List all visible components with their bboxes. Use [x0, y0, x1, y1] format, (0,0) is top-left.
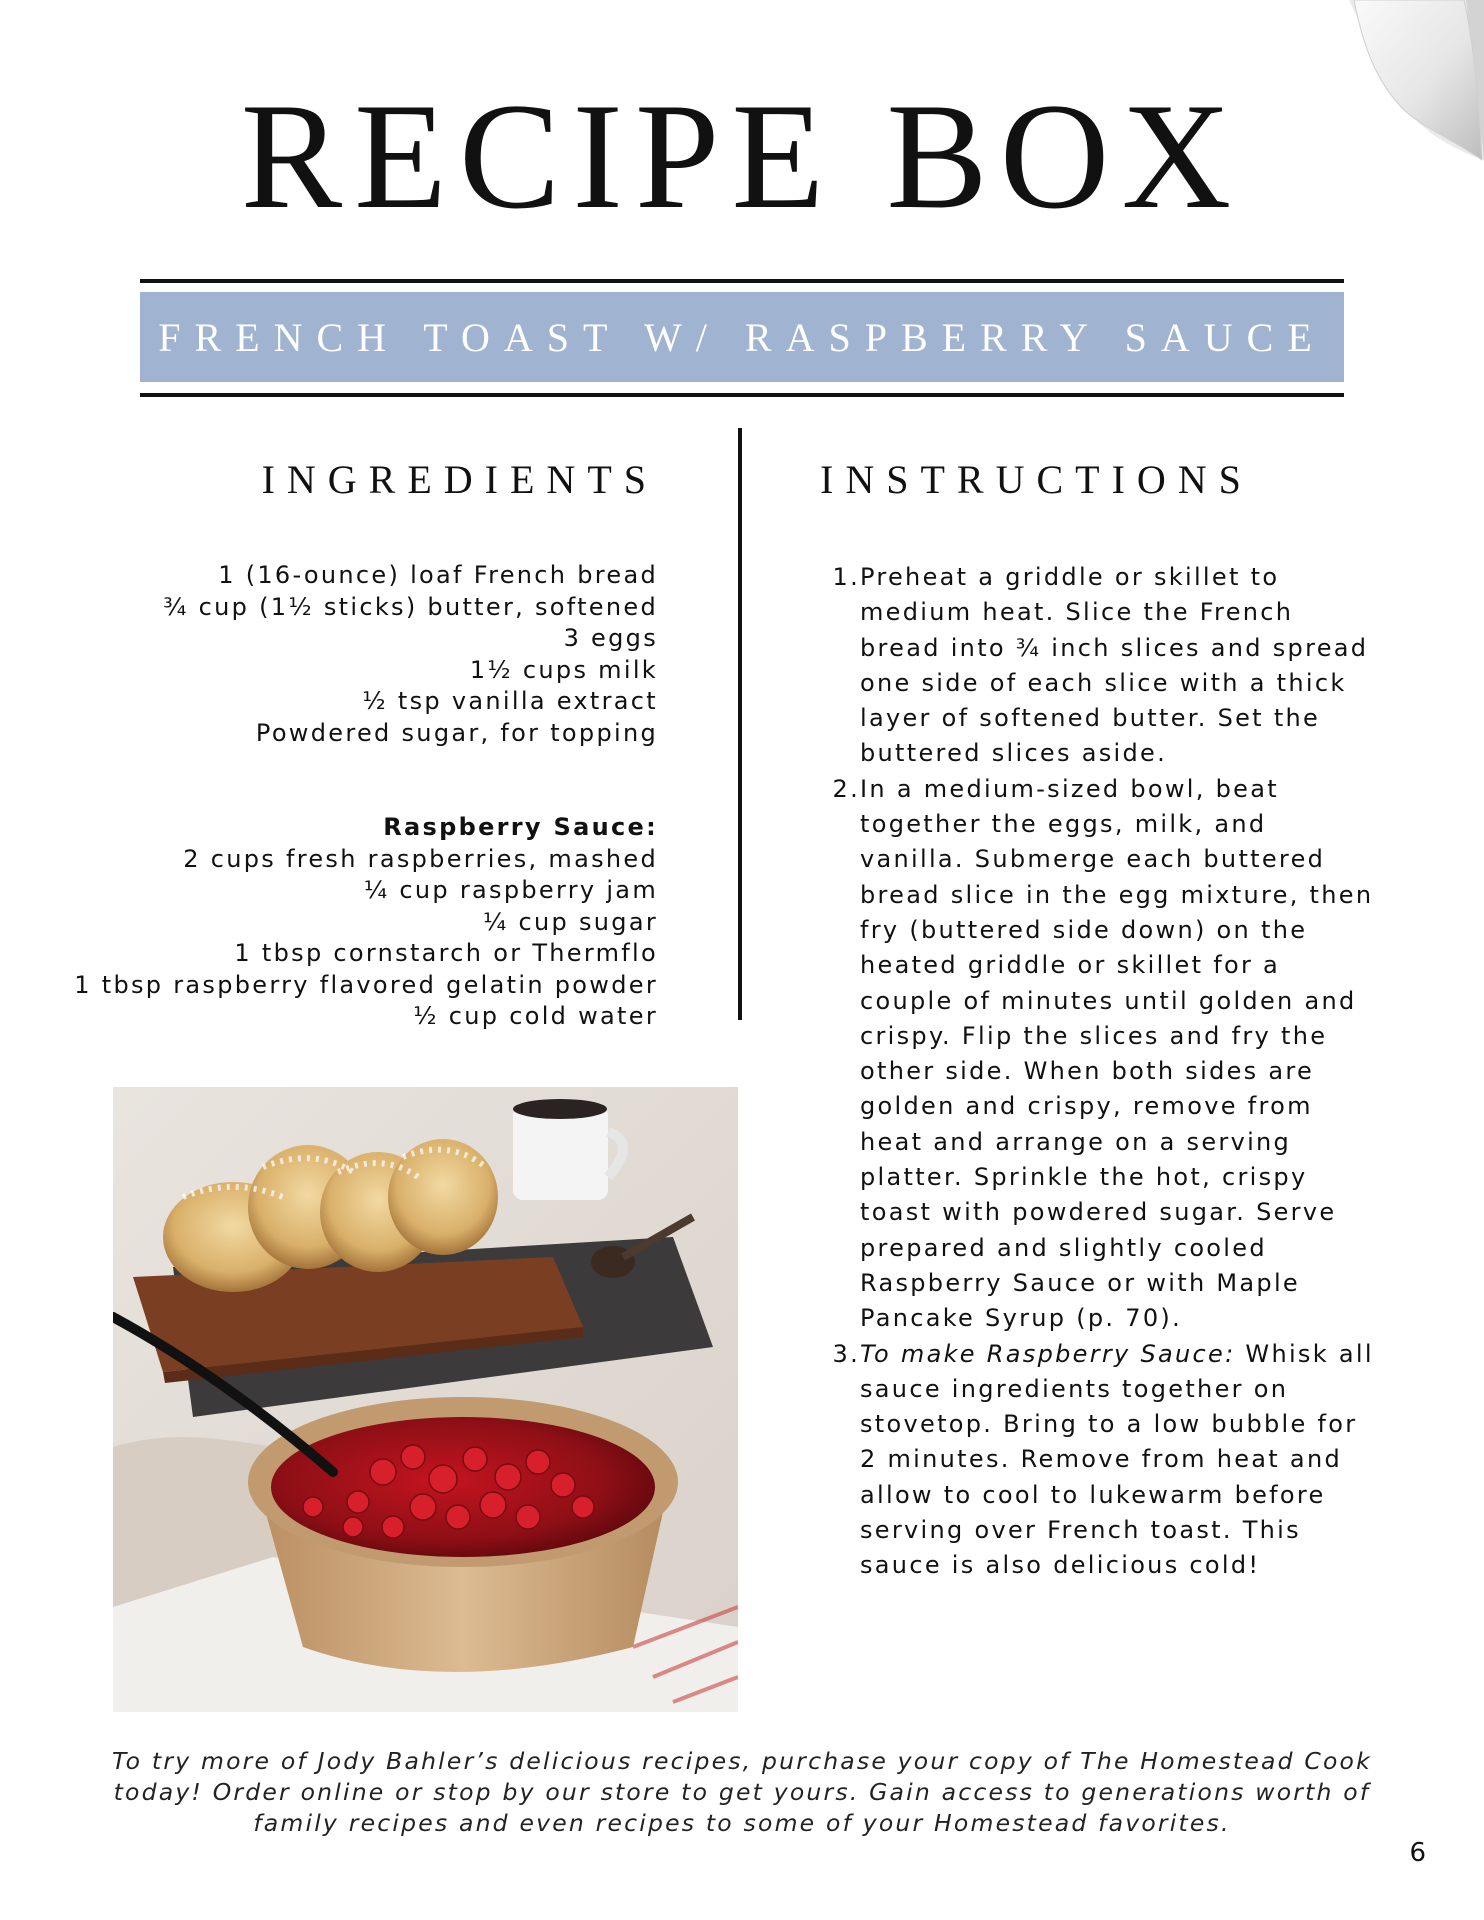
ingredient-item: 3 eggs	[563, 624, 658, 652]
sauce-item: 1 tbsp raspberry flavored gelatin powder	[74, 970, 658, 999]
ingredients-heading: INGREDIENTS	[261, 457, 658, 502]
step-italic-lead: To make Raspberry Sauce:	[860, 1339, 1236, 1368]
sauce-title: Raspberry Sauce:	[383, 813, 658, 841]
step-text: In a medium-sized bowl, beat together the eggs, milk, and vanilla. Submerge each buttered bread slice in the egg mixture, then fry (buttered side down) on the heated griddle or skillet for a couple of minutes until golden and crispy. Flip the slices and fry the other side. When both sides are golden and crispy, remove from heat and arrange on a serving platter. Sprinkle the hot, crispy toast with powdered sugar. Serve prepared and slightly cooled Raspberry Sauce or with Maple Pancake Syrup (p. 70).	[860, 774, 1374, 1333]
step-number: 3.	[832, 1339, 860, 1368]
sauce-item: ¼ cup raspberry jam	[363, 876, 658, 904]
instruction-step	[820, 772, 1380, 1337]
ingredient-item: ¾ cup (1½ sticks) butter, softened	[163, 592, 658, 621]
ingredient-item: 1 (16-ounce) loaf French bread	[218, 561, 658, 589]
ingredient-item: 1½ cups milk	[469, 655, 658, 684]
french-toast-photo	[113, 1087, 738, 1712]
column-divider	[738, 428, 742, 1020]
top-rule	[140, 279, 1344, 283]
sauce-item: 1 tbsp cornstarch or Thermflo	[234, 939, 658, 967]
step-number: 2.	[832, 774, 860, 803]
step-text: Whisk all sauce ingredients together on stovetop. Bring to a low bubble for 2 minutes. Remove from heat and allow to cool to lukewarm before serving over French toast. This sauce is also delicious cold!	[860, 1339, 1374, 1580]
sauce-item: 2 cups fresh raspberries, mashed	[183, 844, 658, 873]
page-number: 6	[1409, 1838, 1426, 1868]
instruction-step	[820, 560, 1380, 772]
instructions-heading: INSTRUCTIONS	[820, 457, 1253, 502]
recipe-name: FRENCH TOAST W/ RASPBERRY SAUCE	[158, 314, 1326, 360]
ingredient-item: Powdered sugar, for topping	[255, 718, 658, 747]
step-text: Preheat a griddle or skillet to medium heat. Slice the French bread into ¾ inch slices and spread one side of each slice with a thick layer of softened butter. Set the buttered slices aside.	[860, 563, 1369, 768]
bottom-rule	[140, 393, 1344, 397]
footer-promo-text: To try more of Jody Bahler’s delicious recipes, purchase your copy of The Homestead Cook today! Order online or stop by our store to get yours. Gain access to generations worth of family recipes and even recipes to some of your Homestead favorites.	[112, 1747, 1372, 1837]
sauce-item: ½ cup cold water	[413, 1002, 658, 1030]
step-text-wrapper	[860, 1337, 1380, 1584]
ingredients-list	[0, 560, 658, 1033]
sauce-item: ¼ cup sugar	[483, 907, 658, 936]
recipe-name-banner	[140, 292, 1344, 382]
step-number: 1.	[832, 563, 860, 591]
instructions-list	[820, 560, 1380, 1584]
page-title: RECIPE BOX	[240, 72, 1244, 240]
instruction-step	[820, 1337, 1380, 1584]
ingredient-item: ½ tsp vanilla extract	[362, 687, 658, 715]
sauce-ingredients	[0, 812, 658, 1033]
